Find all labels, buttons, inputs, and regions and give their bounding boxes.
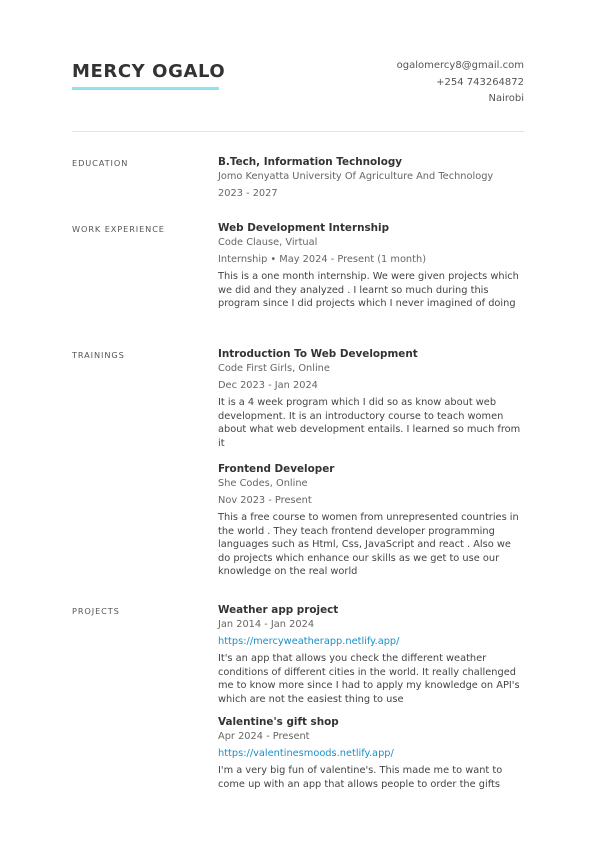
header-divider <box>72 131 524 132</box>
entry-title: Weather app project <box>218 604 339 616</box>
trainings-body <box>218 347 524 587</box>
entry-title: Introduction To Web Development <box>218 348 418 360</box>
project-link[interactable]: https://mercyweatherapp.netlify.app/ <box>218 635 400 647</box>
entry-description: I'm a very big fun of valentine's. This made me to want to come up with an app that allows people to order the gifts <box>218 765 503 790</box>
entry-description: This a free course to women from unrepresented countries in the world . They teach frontend developer programming languages such as Html, Css, JavaScript and react . Also we do projects which enhance our skills as we get to use our knowledge on the real world <box>218 512 519 577</box>
entry-dates: Jan 2014 - Jan 2024 <box>218 619 315 630</box>
entry-dates: Internship • May 2024 - Present (1 month) <box>218 253 427 265</box>
entry-org: Code Clause, Virtual <box>218 237 318 248</box>
section-title-trainings: TRAININGS <box>72 350 125 360</box>
entry-title: Valentine's gift shop <box>218 716 339 728</box>
project-link[interactable]: https://valentinesmoods.netlify.app/ <box>218 747 394 759</box>
entry-org: Code First Girls, Online <box>218 363 330 374</box>
work-body <box>218 221 524 319</box>
entry-org: Jomo Kenyatta University Of Agriculture And Technology <box>218 171 494 182</box>
entry-description: This is a one month internship. We were given projects which we did and they analyzed . I learnt so much during this program since I did projects which I never imagined of doing <box>218 271 519 309</box>
entry-title: B.Tech, Information Technology <box>218 156 403 168</box>
entry-description: It is a 4 week program which I did so as know about web development. It is an introductory course to teach women about what web development entails. I learned so much from it <box>218 397 521 449</box>
entry-dates: Dec 2023 - Jan 2024 <box>218 379 318 391</box>
project-entry <box>218 715 524 791</box>
name-underline <box>72 87 219 90</box>
candidate-name: MERCY OGALO <box>72 61 226 82</box>
section-title-projects: PROJECTS <box>72 606 120 616</box>
contact-phone[interactable]: +254 743264872 <box>436 76 524 88</box>
contact-location: Nairobi <box>488 93 524 104</box>
work-entry <box>218 221 524 311</box>
entry-title: Frontend Developer <box>218 463 335 475</box>
section-title-work: WORK EXPERIENCE <box>72 224 165 234</box>
entry-org: She Codes, Online <box>218 478 308 489</box>
training-entry <box>218 347 524 450</box>
entry-title: Web Development Internship <box>218 222 390 234</box>
training-entry <box>218 462 524 579</box>
entry-dates: 2023 - 2027 <box>218 187 278 199</box>
education-body <box>218 155 524 210</box>
entry-description: It's an app that allows you check the different weather conditions of different cities in the world. It really challenged me to know more since I had to apply my knowledge on API's which are not the easiest thing to use <box>218 653 520 705</box>
section-title-education: EDUCATION <box>72 158 129 168</box>
entry-dates: Nov 2023 - Present <box>218 494 312 506</box>
contact-email[interactable]: ogalomercy8@gmail.com <box>396 60 524 71</box>
entry-dates: Apr 2024 - Present <box>218 731 310 742</box>
projects-body <box>218 603 524 799</box>
project-entry <box>218 603 524 706</box>
contact-block <box>397 58 524 108</box>
education-entry <box>218 155 524 202</box>
